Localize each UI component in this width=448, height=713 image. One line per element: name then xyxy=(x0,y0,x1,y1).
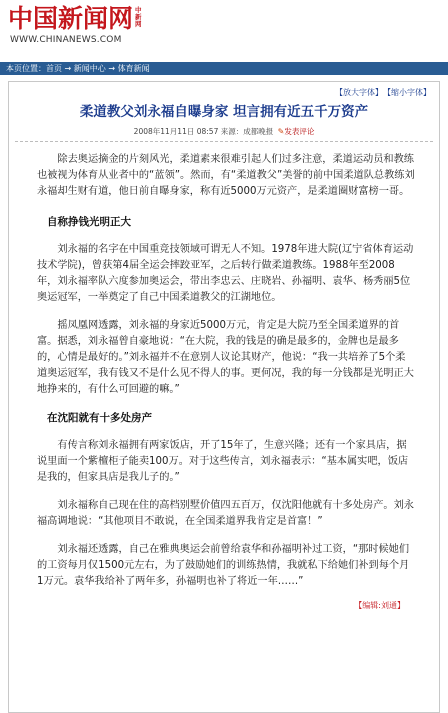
paragraph: 有传言称刘永福拥有两家饭店，开了15年了，生意兴隆；还有一个家具店，据说里面一个紫檀柜子能卖100万。对于这些传言，刘永福表示：“基本属实吧，饭店是我的，但家具店是我儿子的。” xyxy=(37,440,409,483)
article-date: 2008年11月11日 08:57 xyxy=(133,127,219,136)
editor-credit: 【编辑:刘通】 xyxy=(354,601,405,610)
article-source: 来源：成都晚报 xyxy=(220,127,274,136)
article-meta xyxy=(9,127,439,137)
article-container xyxy=(8,81,440,713)
site-header xyxy=(0,0,448,62)
site-url: WWW.CHINANEWS.COM xyxy=(10,35,122,45)
breadcrumb xyxy=(0,62,448,75)
logo-text: 中国新闻网 xyxy=(8,4,134,33)
breadcrumb-sports[interactable]: 体育新闻 xyxy=(117,64,150,73)
paragraph: 摇凤凰网透露，刘永福的身家近5000万元，肯定是大院乃至全国柔道界的首富。据悉，刘永福曾自豪地说：“在大院，我的钱是的确是最多的，金牌也是最多的，心情是最好的。”刘永福并不在意别人议论其财产，他说：“我一共培养了5个柔道奥运冠军，我有钱又不是什么见不得人的事。更何况，我的每一分钱都是光明正大地挣来的，有什么可回避的嘛。” xyxy=(37,320,414,395)
breadcrumb-home[interactable]: 首页 xyxy=(46,64,62,73)
paragraph: 刘永福还透露，自己在雅典奥运会前曾给袁华和孙福明补过工资，“那时候她们的工资每月仅1500元左右，为了鼓励她们的训练热情，我就私下给她们补到每个月1万元。袁华我给补了两年多，孙福明也补了将近一年……” xyxy=(37,544,410,587)
site-logo[interactable] xyxy=(8,6,145,32)
comment-link[interactable]: 发表评论 xyxy=(284,127,315,136)
font-tools xyxy=(9,82,439,99)
logo-side-text: 中新网 xyxy=(135,6,142,28)
breadcrumb-news-center[interactable]: 新闻中心 xyxy=(73,64,106,73)
zoom-out-link[interactable]: 【缩小字体】 xyxy=(387,88,431,97)
paragraph: 刘永福的名字在中国重竞技领域可谓无人不知。1978年进大院(辽宁省体育运动技术学院)，曾获第4届全运会摔跤亚军，之后转行做柔道教练。1988年至2008年，刘永福率队六度参加奥运会，带出李忠云、庄晓岩、孙福明、袁华、杨秀丽5位奥运冠军，一举奠定了自己中国柔道教父的江湖地位。 xyxy=(37,244,414,303)
breadcrumb-sep: → xyxy=(105,64,118,73)
section-heading: 在沈阳就有十多处房产 xyxy=(47,412,152,424)
breadcrumb-prefix: 本页位置： xyxy=(6,64,46,73)
breadcrumb-sep: → xyxy=(62,64,74,73)
paragraph: 刘永福称自己现在住的高档别墅价值四五百万，仅沈阳他就有十多处房产。刘永福高调地说：“其他项目不敢说，在全国柔道界我肯定是首富！” xyxy=(37,500,414,527)
paragraph: 除去奥运摘金的片刻风光，柔道素来很难引起人们过多注意，柔道运动员和教练也被视为体育从业者中的“蓝领”。然而，有“柔道教父”美誉的前中国柔道队总教练刘永福却生财有道，他日前自曝身家，称有近5000万元资产，是柔道圈财富榜一哥。 xyxy=(37,154,415,197)
zoom-in-link[interactable]: 【放大字体】 xyxy=(335,88,383,97)
comment-icon[interactable]: ✎ xyxy=(277,127,285,136)
article-body xyxy=(9,142,439,611)
section-heading: 自称挣钱光明正大 xyxy=(47,216,131,228)
article-title: 柔道教父刘永福自曝身家 坦言拥有近五千万资产 xyxy=(79,104,369,120)
